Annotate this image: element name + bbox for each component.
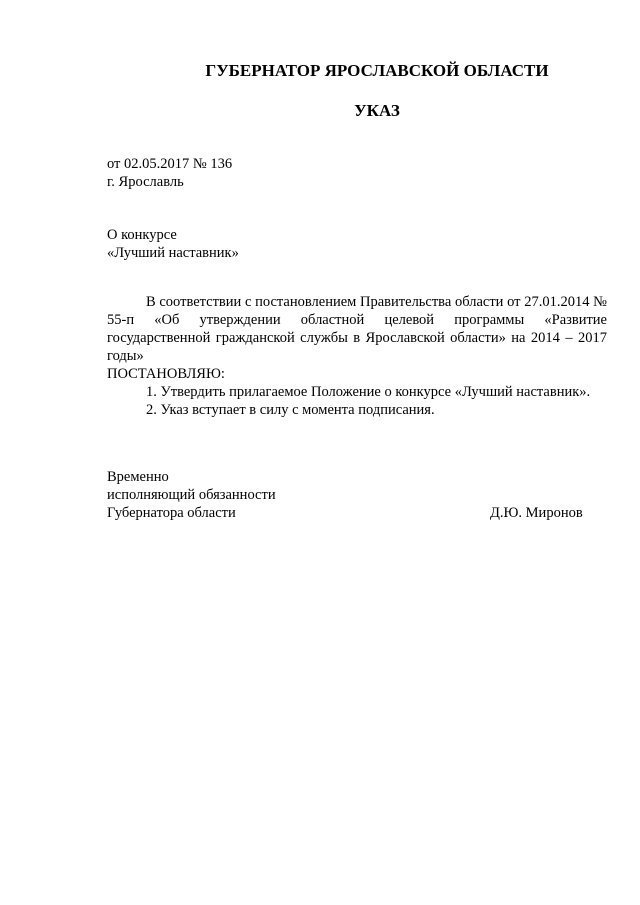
preamble-paragraph: В соответствии с постановлением Правительства области от 27.01.2014 № 55-п «Об утверждении областной целевой программы «Развитие государственной гражданской службы в Ярославской области» на 2014 – 2017 годы» [107, 294, 607, 364]
signatory-name: Д.Ю. Миронов [490, 505, 583, 521]
signature-line-3: Губернатора области [107, 505, 236, 521]
authority-heading: ГУБЕРНАТОР ЯРОСЛАВСКОЙ ОБЛАСТИ [205, 61, 549, 80]
signature-line-1: Временно [107, 469, 169, 485]
decree-item-2: 2. Указ вступает в силу с момента подписания. [146, 402, 435, 418]
decree-word: ПОСТАНОВЛЯЮ: [107, 366, 225, 382]
subject-line-1: О конкурсе [107, 227, 177, 243]
signature-line-2: исполняющий обязанности [107, 487, 276, 503]
subject-line-2: «Лучший наставник» [107, 245, 239, 261]
decree-item-1: 1. Утвердить прилагаемое Положение о конкурсе «Лучший наставник». [146, 384, 591, 400]
document-type-heading: УКАЗ [354, 101, 400, 120]
document-date-number: от 02.05.2017 № 136 [107, 156, 233, 172]
document-city: г. Ярославль [107, 174, 184, 190]
